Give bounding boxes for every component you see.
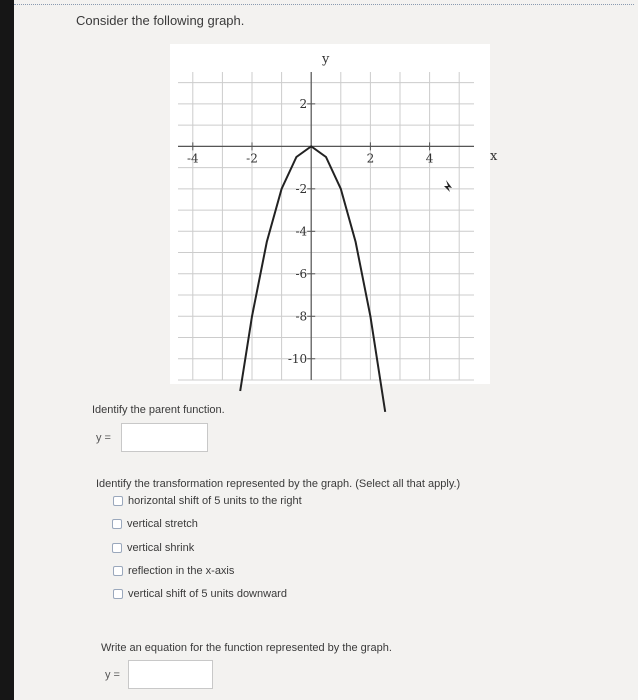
left-edge-strip (0, 0, 14, 700)
y-tick-label: -2 (295, 181, 308, 196)
function-graph (170, 44, 498, 384)
y-tick-label: -8 (295, 309, 308, 324)
y-tick-label: -4 (295, 224, 308, 239)
checkbox[interactable] (113, 589, 123, 599)
checkbox[interactable] (112, 543, 122, 553)
equation-question-label: Write an equation for the function represented by the graph. (101, 642, 392, 654)
x-tick-label: -4 (186, 151, 199, 166)
option-reflection-x-axis[interactable] (113, 564, 234, 578)
option-vertical-shift-down[interactable] (113, 587, 287, 601)
parent-function-prefix: y = (96, 432, 111, 444)
checkbox[interactable] (113, 496, 123, 506)
y-axis-label-text: y (322, 52, 330, 67)
option-label: horizontal shift of 5 units to the right (128, 495, 302, 507)
option-horizontal-shift[interactable] (113, 494, 302, 508)
top-dotted-border (14, 4, 634, 5)
equation-input[interactable] (128, 660, 213, 689)
option-label: vertical shift of 5 units downward (128, 588, 287, 600)
y-tick-label: 2 (299, 96, 308, 111)
y-tick-label: -6 (295, 266, 308, 281)
option-label: vertical shrink (127, 542, 195, 554)
equation-prefix: y = (105, 669, 120, 681)
option-label: reflection in the x-axis (128, 565, 235, 577)
x-tick-label: -2 (246, 151, 258, 166)
option-label: vertical stretch (127, 518, 198, 530)
question-prompt: Consider the following graph. (76, 13, 245, 28)
parent-function-label: Identify the parent function. (92, 404, 225, 416)
x-axis-label-text: x (490, 149, 498, 164)
parent-function-input[interactable] (121, 423, 208, 452)
option-vertical-shrink[interactable] (112, 541, 194, 555)
x-axis-label (490, 149, 498, 164)
option-vertical-stretch[interactable] (112, 517, 198, 531)
y-tick-label: -10 (287, 351, 308, 366)
checkbox[interactable] (113, 566, 123, 576)
x-tick-label: 2 (366, 151, 375, 166)
transformation-question-label: Identify the transformation represented by the graph. (Select all that apply.) (96, 478, 461, 490)
checkbox[interactable] (112, 519, 122, 529)
x-tick-label: 4 (425, 151, 434, 166)
